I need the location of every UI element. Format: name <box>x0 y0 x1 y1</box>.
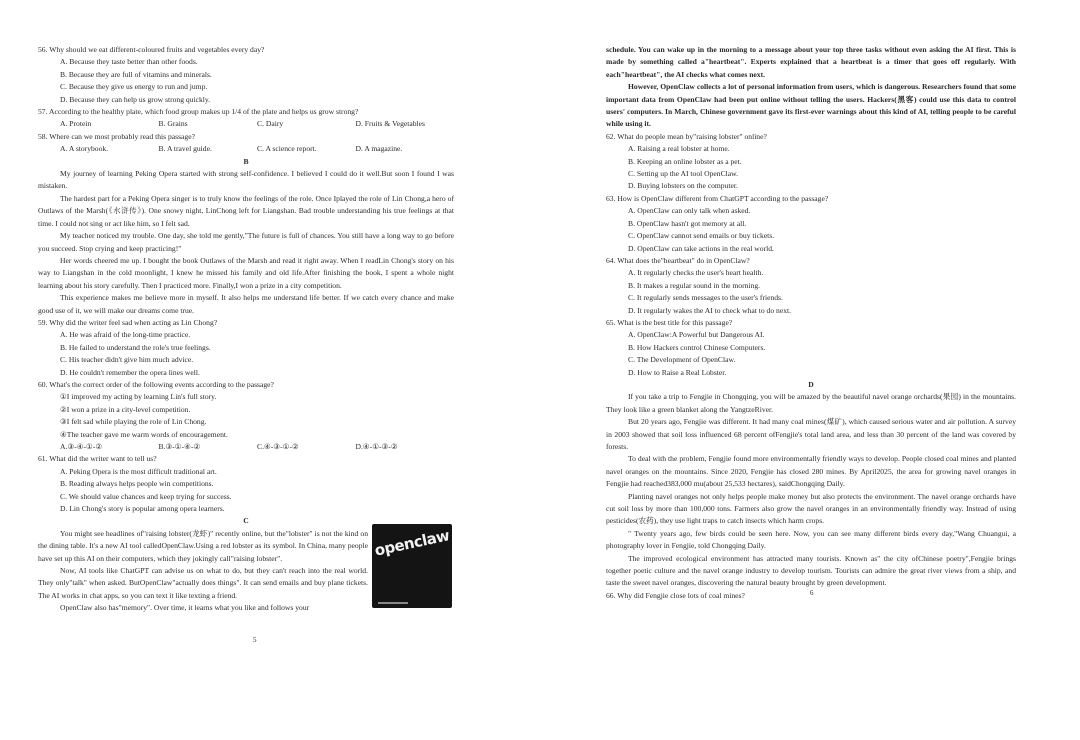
option: C. Setting up the AI tool OpenClaw. <box>628 169 739 179</box>
question-65: 65. What is the best title for this passage? <box>606 317 733 327</box>
option: B.③-①-④-② <box>158 442 201 451</box>
option: B. Grains <box>158 119 188 129</box>
options-row <box>38 143 454 155</box>
bold-paragraph: schedule. You can wake up in the morning to a message about your top three tasks without even asking the AI first. This is made by something called a"heartbeat". Experts explained that a heartbeat is a timer that goes off regularly. With each"heartbeat", the AI checks what comes next. <box>606 45 1016 79</box>
option: B. Because they are full of vitamins and minerals. <box>60 69 212 79</box>
passage-paragraph: This experience makes me believe more in myself. It also helps me understand life better. If we catch every chance and make good use of it, we will make our dreams come true. <box>38 293 454 315</box>
question-61: 61. What did the writer want to tell us? <box>38 454 157 464</box>
event-item: ④The teacher gave me warm words of encouragement. <box>60 429 228 439</box>
option: B. It makes a regular sound in the morning. <box>628 280 761 290</box>
option: A. He was afraid of the long-time practice. <box>60 330 191 340</box>
question-56: 56. Why should we eat different-coloured fruits and vegetables every day? <box>38 45 265 54</box>
option: B. A travel guide. <box>158 144 212 154</box>
passage-paragraph: OpenClaw also has"memory". Over time, it learns what you like and follows your <box>60 603 310 613</box>
option: C.④-③-①-② <box>257 442 299 451</box>
option: B. How Hackers control Chinese Computers. <box>628 342 766 352</box>
passage-paragraph: You might see headlines of"raising lobster(龙虾)" recently online, but the"lobster" is not the kind on the dining table. It's a new AI tool calledOpenClaw.Using a red lobster as its symbol. In China, many people have set up this AI on their computers, which they jokingly call"raising lobster". <box>38 528 368 563</box>
passage-paragraph: My teacher noticed my trouble. One day, she told me gently,"The future is full of chances. You still have a long way to go before you succeed. Stop crying and keep practicing!" <box>38 231 454 253</box>
passage-c <box>38 528 368 602</box>
option: D. A magazine. <box>355 144 403 154</box>
question-64: 64. What does the"heartbeat" do in OpenClaw? <box>606 255 750 265</box>
passage-paragraph: To deal with the problem, Fengjie found more environmentally friendly ways to develop. People closed coal mines and planted navel oranges on the mountains. Since 2020, Fengjie has closed 280 mines. By April2025, the area for growing navel oranges in Fengjie had reached383,000 mu(about 25,533 hectares), saidChongqing Daily. <box>606 454 1016 489</box>
option: A. Protein <box>60 119 92 129</box>
openclaw-logo-image <box>372 524 452 608</box>
options-row <box>38 118 454 130</box>
event-item: ②I won a prize in a city-level competition. <box>60 404 191 414</box>
options-row <box>38 441 454 453</box>
passage-paragraph: Planting navel oranges not only helps people make money but also protects the environment. The navel orange orchards have cut soil loss by more than 100,000 tons. Farmers also grow the navel oranges in an environmentally friendly way. Instead of using pesticides(农药), they use light traps to catch insects which harm crops. <box>606 491 1016 526</box>
passage-paragraph: My journey of learning Peking Opera started with strong self-confidence. I believed I could do it well.But soon I found I was mistaken. <box>38 169 454 191</box>
option: A.③-④-①-② <box>60 442 103 451</box>
section-heading-c: C <box>243 516 249 526</box>
option: A. Because they taste better than other foods. <box>60 57 198 67</box>
question-57: 57. According to the healthy plate, which food group makes up 1/4 of the plate and helps us grow strong? <box>38 107 359 117</box>
logo-text: openclaw <box>372 526 451 560</box>
option: D. How to Raise a Real Lobster. <box>628 367 727 377</box>
option: A. A storybook. <box>60 144 109 154</box>
option: C. Because they give us energy to run and jump. <box>60 82 208 92</box>
option: C. We should value chances and keep trying for success. <box>60 491 232 501</box>
question-58: 58. Where can we most probably read this passage? <box>38 131 195 141</box>
question-59: 59. Why did the writer feel sad when acting as Lin Chong? <box>38 317 218 327</box>
option: C. His teacher didn't give him much advice. <box>60 355 194 365</box>
option: D. It regularly wakes the AI to check what to do next. <box>628 305 792 315</box>
question-63: 63. How is OpenClaw different from ChatGPT according to the passage? <box>606 193 829 203</box>
option: A. Raising a real lobster at home. <box>628 144 730 154</box>
option: C. It regularly sends messages to the user's friends. <box>628 293 783 303</box>
page-number: 6 <box>810 589 814 597</box>
option: D. Lin Chong's story is popular among opera learners. <box>60 504 225 514</box>
question-62: 62. What do people mean by"raising lobster" online? <box>606 131 767 141</box>
section-heading-d: D <box>808 379 814 389</box>
option: D. Fruits & Vegetables <box>355 119 425 129</box>
passage-paragraph: The improved ecological environment has attracted many tourists. Known as" the city ofChinese poetry",Fengjie brings together poetic culture and the navel orange industry to develop tourism. Tourists can admire the great river views from a ship, and taste the sweet navel oranges, discovering the natural beauty brought by green development. <box>606 553 1016 588</box>
bold-paragraph: However, OpenClaw collects a lot of personal information from users, which is dangerous. Researchers found that some important data from OpenClaw had been put online without telling the users. Hackers(黑客) could use this data to control users' computers. In March, Chinese government gave its first-ever warnings about this kind of AI, telling people to be careful while using it. <box>606 82 1016 129</box>
option: B. Reading always helps people win competitions. <box>60 479 214 489</box>
event-item: ③I felt sad while playing the role of Lin Chong. <box>60 417 207 427</box>
passage-paragraph: The hardest part for a Peking Opera singer is to truly know the feelings of the role. Once Iplayed the role of Lin Chong,a hero of Outlaws of the Marsh(《水浒传》). One snowy night, LinChong left for Liangshan. Bad trouble understanding his true feelings at that time. I could not sing or act like him, so I felt sad. <box>38 193 454 228</box>
passage-paragraph: But 20 years ago, Fengjie was different. It had many coal mines(煤矿), which caused serious water and air pollution. A survey in 2003 showed that soil loss influenced 68 percent ofFengjie's total land area, and less than 30 percent of the land was covered by forests. <box>606 417 1016 451</box>
option: D. OpenClaw can take actions in the real world. <box>628 243 774 253</box>
passage-paragraph: Now, AI tools like ChatGPT can advise us on what to do, but they can't reach into the real world. They only"talk" when asked. ButOpenClaw"actually does things". It can send emails and buy plane tickets. The AI works in chat apps, so you can text it like texting a friend. <box>38 566 368 600</box>
option: B. Keeping an online lobster as a pet. <box>628 156 742 166</box>
option: A. It regularly checks the user's heart health. <box>628 268 764 278</box>
option: C. Dairy <box>257 119 284 129</box>
option: D. Buying lobsters on the computer. <box>628 181 738 191</box>
option: D. He couldn't remember the opera lines well. <box>60 367 200 377</box>
option: A. Peking Opera is the most difficult traditional art. <box>60 466 217 476</box>
question-60: 60. What's the correct order of the following events according to the passage? <box>38 379 274 389</box>
option: D. Because they can help us grow strong quickly. <box>60 94 211 104</box>
passage-paragraph: " Twenty years ago, few birds could be seen here. Now, you can see many different birds every day,"Wang Chuangui, a photography lover in Fengjie, told Chongqing Daily. <box>606 528 1016 551</box>
option: A. OpenClaw:A Powerful but Dangerous AI. <box>628 330 765 340</box>
passage-paragraph: If you take a trip to Fengjie in Chongqing, you will be amazed by the beautiful navel orange orchards(果园) in the mountains. They look like a green blanket along the YangtzeRiver. <box>606 392 1016 414</box>
passage-paragraph: Her words cheered me up. I bought the book Outlaws of the Marsh and read it right away. When I readLin Chong's story on his way to Liangshan in the cold moonlight, I knew he missed his family and old life.After finishing the book, I spent a whole night learning about his story carefully. Then I practiced more. Finally,I won a prize in a city competition. <box>38 255 454 290</box>
section-heading-b: B <box>243 156 249 166</box>
page-number: 5 <box>253 636 257 644</box>
option: C. A science report. <box>257 144 317 154</box>
question-66: 66. Why did Fengjie close lots of coal mines? <box>606 590 745 600</box>
option: C. The Development of OpenClaw. <box>628 355 736 365</box>
event-item: ①I improved my acting by learning Lin's full story. <box>60 392 217 402</box>
option: D.④-①-③-② <box>355 442 398 451</box>
right-page <box>606 44 1016 602</box>
option: A. OpenClaw can only talk when asked. <box>628 206 751 216</box>
option: B. He failed to understand the role's true feelings. <box>60 342 211 352</box>
option: B. OpenClaw hasn't got memory at all. <box>628 218 747 228</box>
option: C. OpenClaw cannot send emails or buy tickets. <box>628 231 775 241</box>
